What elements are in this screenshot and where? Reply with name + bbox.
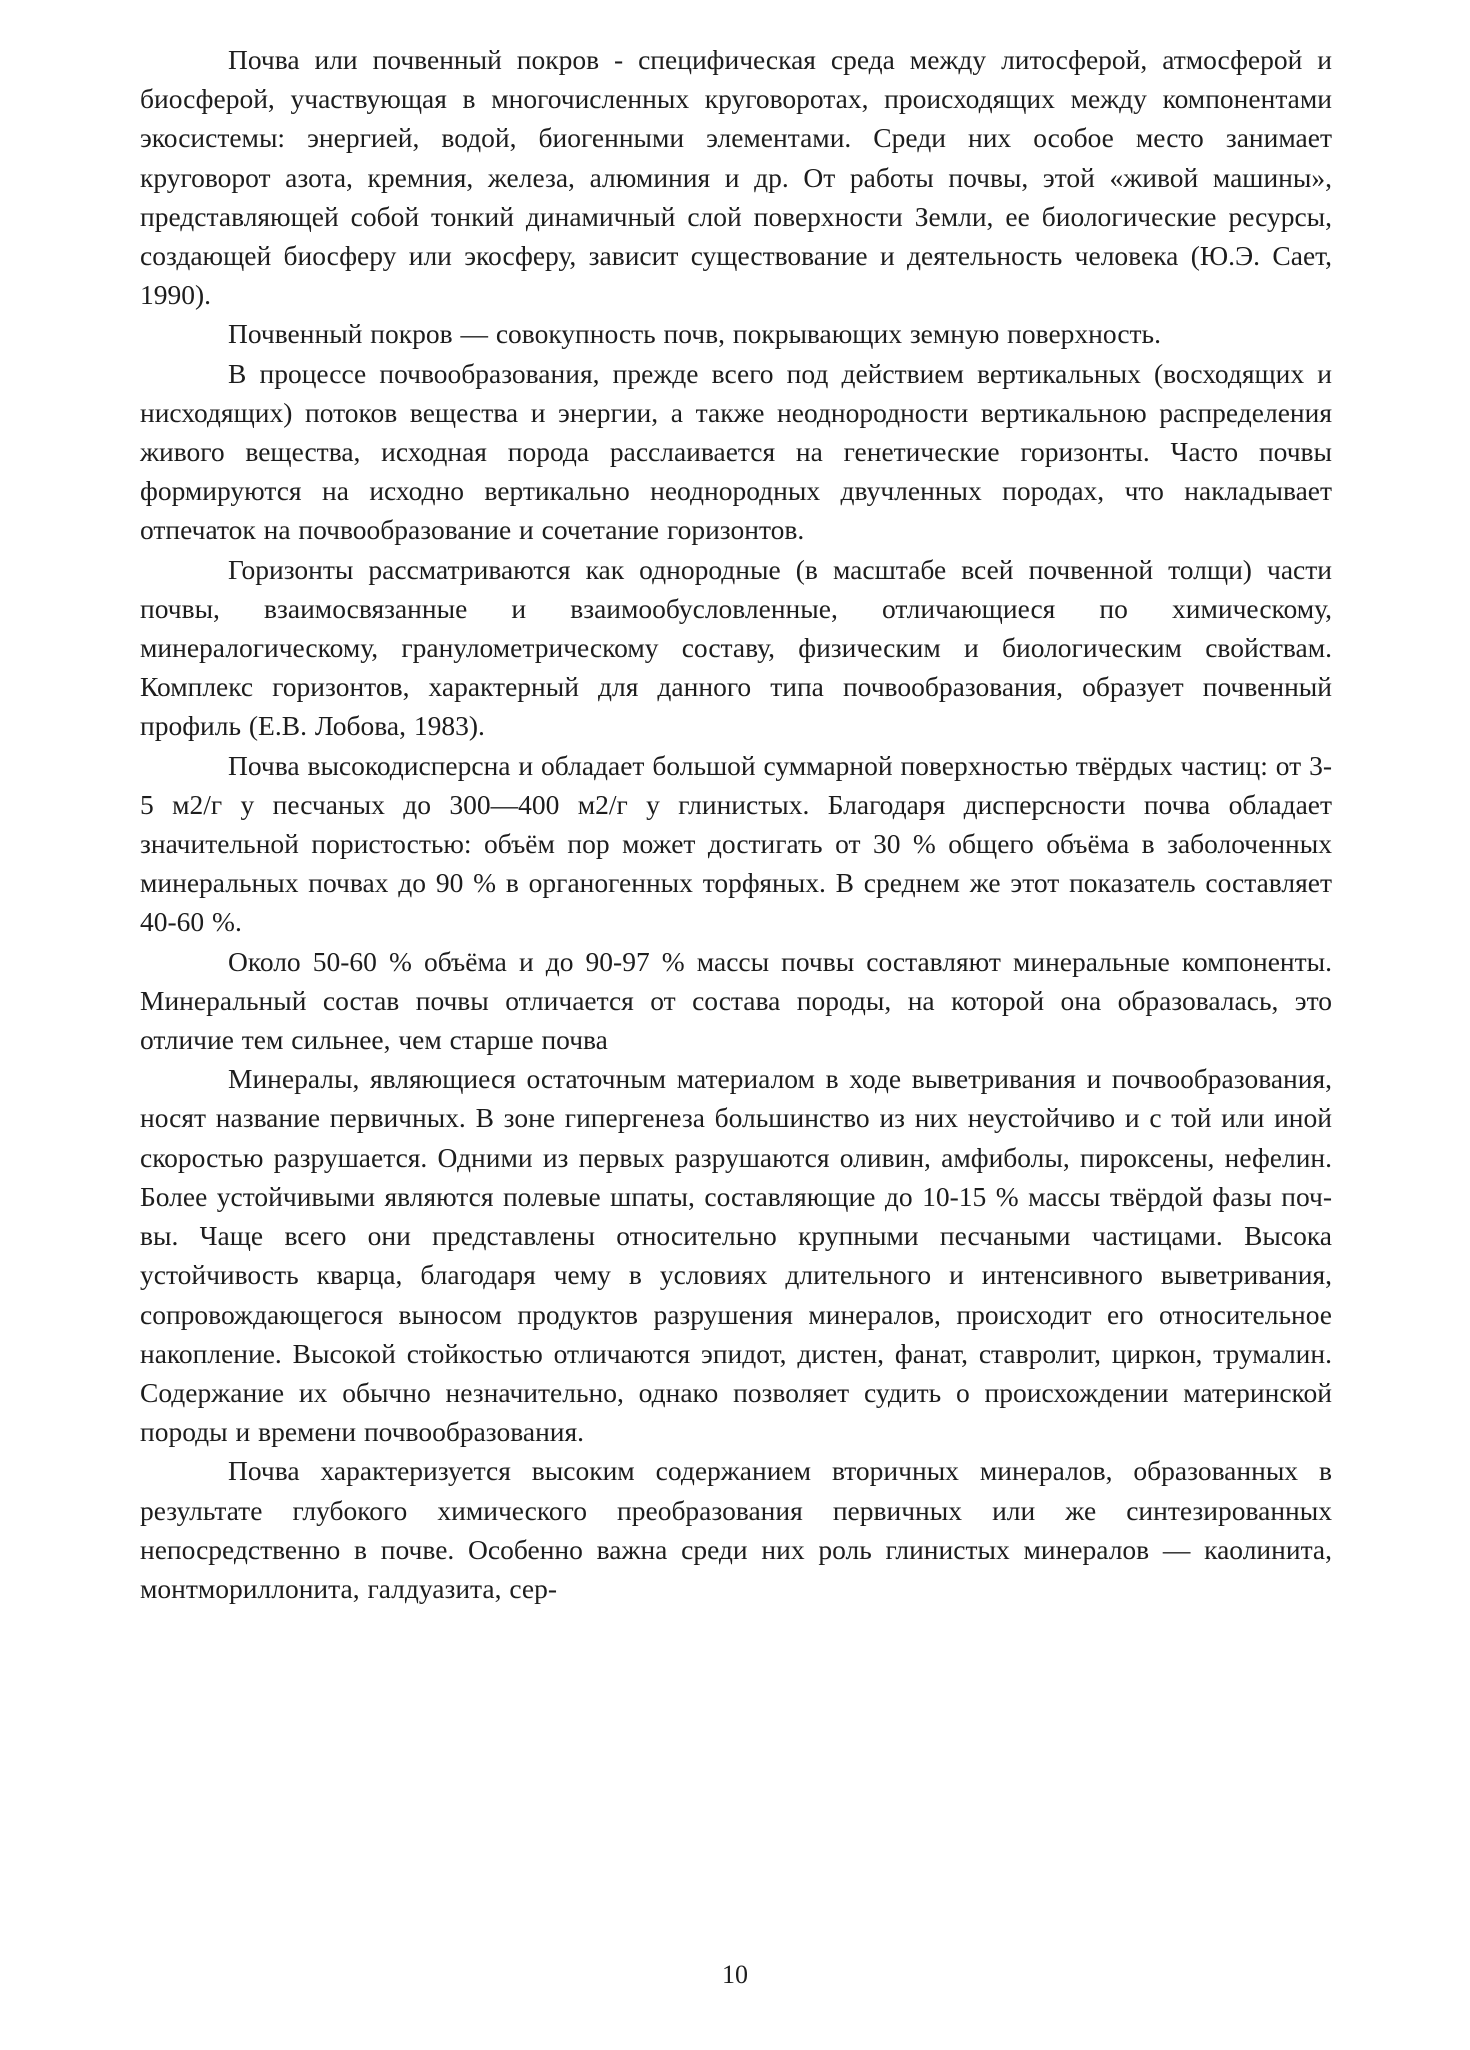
- paragraph-primary-minerals: Минералы, являющиеся остаточным материалом в ходе выветривания и почвообразования, носят название первичных. В зоне гипергенеза большинство из них неустойчиво и с той или иной скоростью разрушается. Одними из первых разрушаются оливин, амфиболы, пироксены, нефелин. Более устойчивыми являются полевые шпаты, составляющие до 10-15 % массы твёрдой фазы почвы. Чаще всего они представлены относительно крупными песчаными частицами. Высока устойчивость кварца, благодаря чему в условиях длительного и интенсивного выветривания, сопровождающегося выносом продуктов разрушения минералов, происходит его относительное накопление. Высокой стойкостью отличаются эпидот, дистен, фанат, ставролит, циркон, трумалин. Содержание их обычно незначительно, однако позволяет судить о происхождении материнской породы и времени почвообразования.: [140, 1063, 1332, 1448]
- paragraph-mineral-components: Около 50-60 % объёма и до 90-97 % массы почвы составляют минеральные компоненты. Минеральный состав почвы отличается от состава породы, на которой она образовалась, это отличие тем сильнее, чем старше почва: [140, 945, 1332, 1056]
- body-text: [140, 40, 1332, 1608]
- page-number: 10: [722, 1960, 748, 1989]
- paragraph-dispersion: Почва высокодисперсна и обладает большой суммарной поверхностью твёрдых частиц: от 3-5 м2/г у песчаных до 300—400 м2/г у глинистых. Благодаря дисперсности почва обладает значительной пористостью: объём пор может достигать от 30 % общего объёма в заболоченных минеральных почвах до 90 % в органогенных торфяных. В среднем же этот показатель составляет 40-60 %.: [140, 749, 1332, 938]
- paragraph-soil-definition: Почва или почвенный покров - специфическая среда между литосферой, атмосферой и биосферой, участвующая в многочисленных круговоротах, происходящих между компонентами экосистемы: энергией, водой, биогенными элементами. Среди них особое место занимает круговорот азота, кремния, железа, алюминия и др. От работы почвы, этой «живой машины», представляющей собой тонкий динамичный слой поверхности Земли, ее биологические ресурсы, создающей биосферу или экосферу, зависит существование и деятельность человека (Ю.Э. Сает, 1990).: [140, 44, 1332, 311]
- paragraph-secondary-minerals: Почва характеризуется высоким содержанием вторичных минералов, образованных в результате глубокого химического преобразования первичных или же синтезированных непосредственно в почве. Особенно важна среди них роль глинистых минералов — каолинита, монтмориллонита, галдуазита, сер-: [140, 1455, 1332, 1604]
- paragraph-horizons: Горизонты рассматриваются как однородные (в масштабе всей почвенной толщи) части почвы, взаимосвязанные и взаимообусловленные, отличающиеся по химическому, минералогическому, гранулометрическому составу, физическим и биологическим свойствам. Комплекс горизонтов, характерный для данного типа почвообразования, образует почвенный профиль (Е.В. Лобова, 1983).: [140, 553, 1332, 742]
- paragraph-soil-cover: Почвенный покров — совокупность почв, покрывающих земную поверхность.: [228, 318, 1161, 350]
- paragraph-soil-formation: В процессе почвообразования, прежде всего под действием вертикальных (восходящих и нисходящих) потоков вещества и энергии, а также неоднородности вертикальною распределения живого вещества, исходная порода расслаивается на генетические горизонты. Часто почвы формируются на исходно вертикально неоднородных двучленных породах, что накладывает отпечаток на почвообразование и сочетание горизонтов.: [140, 357, 1332, 546]
